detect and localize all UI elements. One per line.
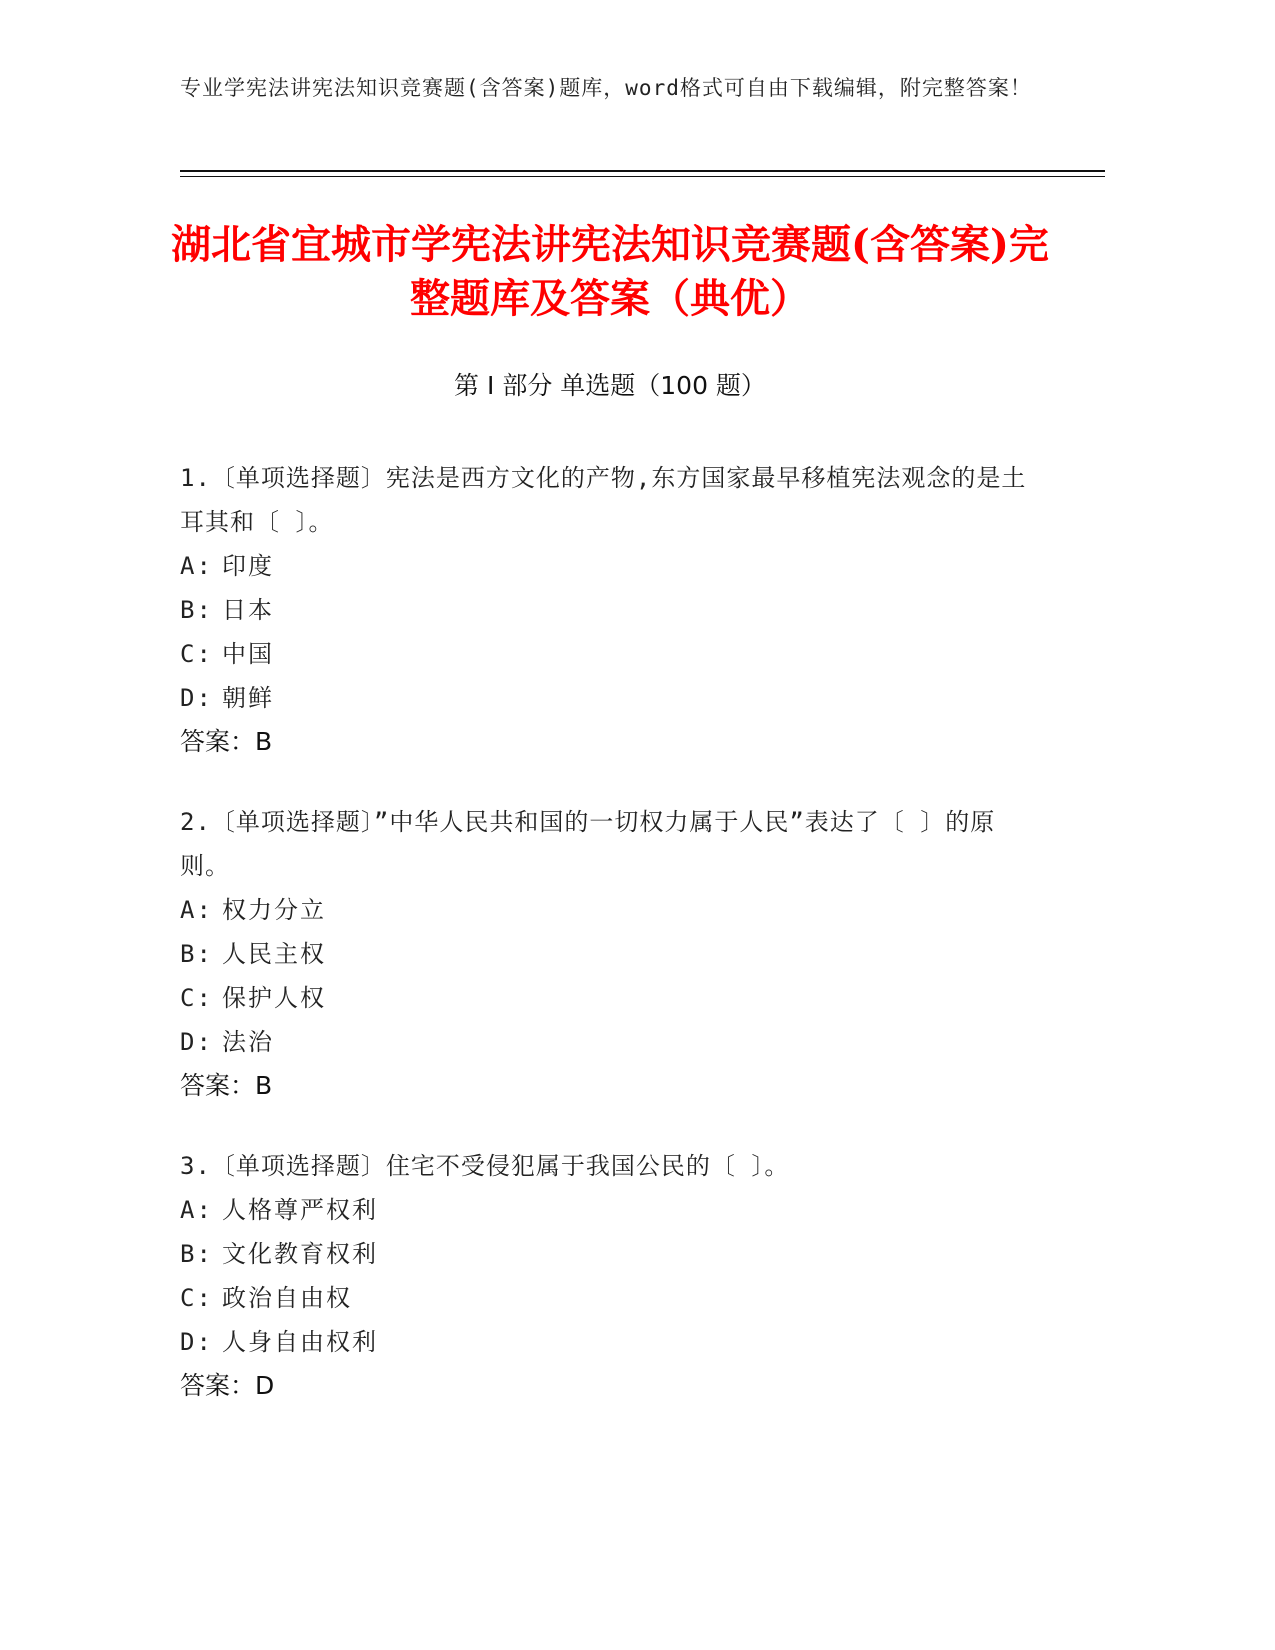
option-key: B:: [180, 596, 213, 624]
option-d: [180, 676, 1030, 720]
option-key: D:: [180, 1328, 213, 1356]
option-key: A:: [180, 896, 213, 924]
question-stem: 2.〔单项选择题〕”中华人民共和国的一切权力属于人民”表达了〔 〕的原则。: [180, 808, 996, 880]
option-key: B:: [180, 940, 213, 968]
question-item: [180, 456, 1030, 764]
option-c: [180, 632, 1030, 676]
option-b: [180, 588, 1030, 632]
question-stem: 1.〔单项选择题〕宪法是西方文化的产物,东方国家最早移植宪法观念的是土耳其和〔 〕。: [180, 464, 1027, 536]
answer-line: 答案：B: [180, 1071, 273, 1100]
option-key: D:: [180, 1028, 213, 1056]
option-a: [180, 888, 1030, 932]
option-text: 保护人权: [222, 984, 326, 1012]
question-item: [180, 800, 1030, 1108]
option-a: [180, 1188, 1030, 1232]
document-title: 湖北省宜城市学宪法讲宪法知识竞赛题(含答案)完整题库及答案（典优）: [171, 221, 1049, 322]
option-text: 法治: [222, 1028, 274, 1056]
option-c: [180, 1276, 1030, 1320]
option-key: A:: [180, 1196, 213, 1224]
option-b: [180, 932, 1030, 976]
header-note: 专业学宪法讲宪法知识竞赛题(含答案)题库，word格式可自由下载编辑，附完整答案！: [180, 76, 1032, 100]
option-key: C:: [180, 1284, 213, 1312]
question-list: [180, 456, 1030, 1444]
answer-line: 答案：D: [180, 1371, 275, 1400]
section-title: 第 I 部分 单选题（100 题）: [454, 371, 766, 400]
option-text: 印度: [222, 552, 274, 580]
option-d: [180, 1020, 1030, 1064]
option-key: C:: [180, 640, 213, 668]
option-text: 日本: [222, 596, 274, 624]
option-d: [180, 1320, 1030, 1364]
option-c: [180, 976, 1030, 1020]
option-text: 人民主权: [222, 940, 326, 968]
option-text: 权力分立: [222, 896, 326, 924]
option-text: 文化教育权利: [222, 1240, 378, 1268]
header-rule-thick: [180, 170, 1105, 172]
option-key: A:: [180, 552, 213, 580]
question-item: [180, 1144, 1030, 1408]
header-rule-thin: [180, 176, 1105, 177]
answer-line: 答案：B: [180, 727, 273, 756]
option-text: 中国: [222, 640, 274, 668]
option-text: 朝鲜: [222, 684, 274, 712]
question-stem: 3.〔单项选择题〕住宅不受侵犯属于我国公民的〔 〕。: [180, 1152, 790, 1180]
option-text: 人格尊严权利: [222, 1196, 378, 1224]
option-key: B:: [180, 1240, 213, 1268]
option-key: D:: [180, 684, 213, 712]
option-b: [180, 1232, 1030, 1276]
option-key: C:: [180, 984, 213, 1012]
option-a: [180, 544, 1030, 588]
option-text: 人身自由权利: [222, 1328, 378, 1356]
option-text: 政治自由权: [222, 1284, 352, 1312]
